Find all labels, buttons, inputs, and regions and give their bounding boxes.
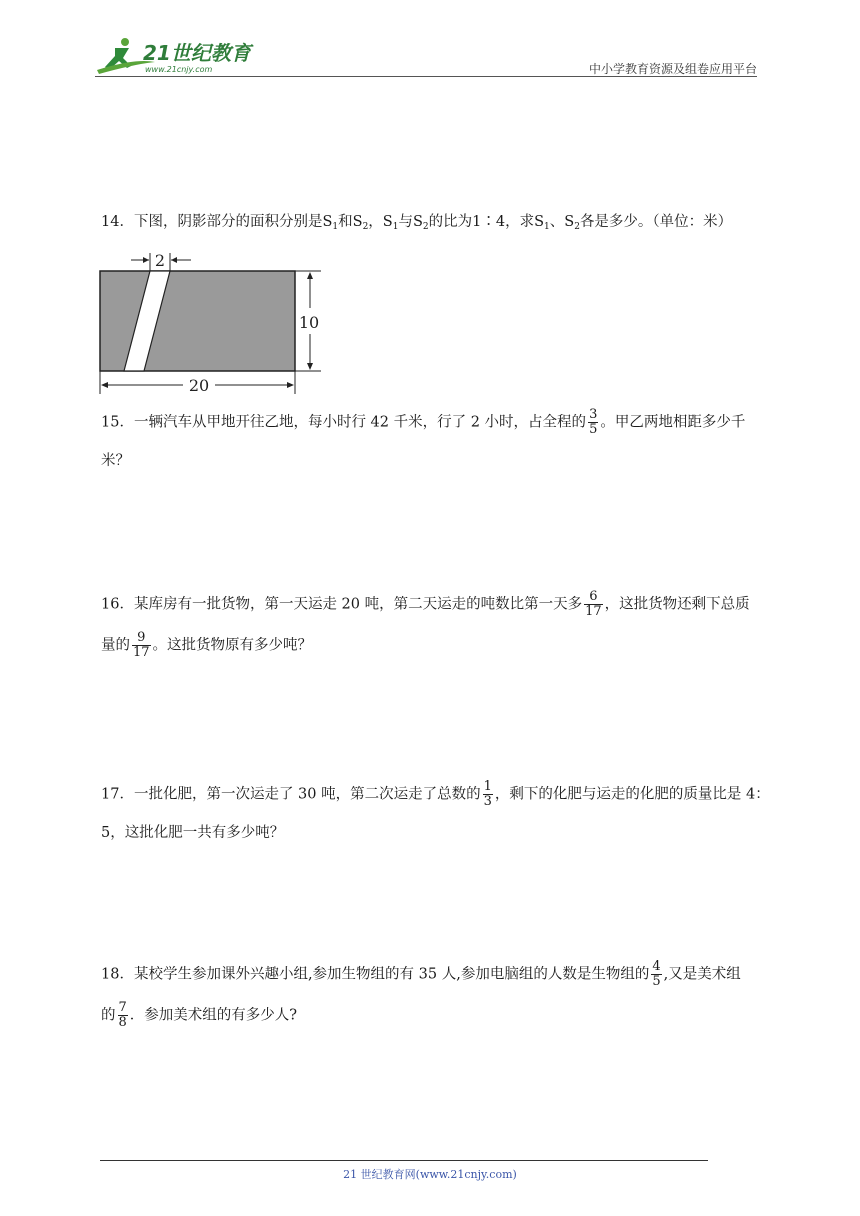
question-16 — [101, 590, 761, 660]
question-17-line-1: 17．一批化肥，第一次运走了 30 吨，第二次运走了总数的 $\frac{1}{3}$ ，剩下的化肥与运走的化肥的质量比是 4： — [101, 779, 770, 809]
fraction: $\frac{7}{8}$ — [118, 1000, 127, 1030]
question-16-line-2: 量的 $\frac{9}{17}$ 。这批货物原有多少吨？ — [101, 630, 313, 660]
footer-divider — [100, 1160, 708, 1161]
svg-text:21世纪教育: 21世纪教育 — [143, 41, 251, 65]
fraction: $\frac{4}{5}$ — [652, 959, 661, 989]
side-dimension-label: 10 — [298, 313, 320, 332]
fraction: $\frac{6}{17}$ — [585, 589, 602, 619]
fraction: $\frac{3}{5}$ — [589, 407, 598, 437]
question-18 — [101, 960, 761, 1030]
header-platform-text: 中小学教育资源及组卷应用平台 — [588, 62, 757, 76]
question-18-line-2: 的 $\frac{7}{8}$ ．参加美术组的有多少人? — [101, 1000, 298, 1030]
bottom-dimension-label: 20 — [188, 376, 210, 395]
question-14 — [101, 212, 761, 237]
page-header — [95, 34, 757, 78]
top-dimension-label: 2 — [154, 251, 166, 270]
question-16-line-1: 16．某库房有一批货物，第一天运走 20 吨，第二天运走的吨数比第一天多 $\frac{6}{17}$ ，这批货物还剩下总质 — [101, 589, 750, 619]
question-15-line-1: 15．一辆汽车从甲地开往乙地，每小时行 42 千米，行了 2 小时，占全程的 $\frac{3}{5}$ 。甲乙两地相距多少千 — [101, 407, 746, 437]
logo-icon — [95, 34, 265, 78]
fraction: $\frac{9}{17}$ — [133, 630, 150, 660]
footer-text: 21 世纪教育网(www.21cnjy.com) — [343, 1168, 517, 1181]
question-17-line-2: 5，这批化肥一共有多少吨？ — [101, 825, 285, 841]
question-15-line-2: 米？ — [101, 453, 130, 469]
q14-figure — [97, 248, 327, 398]
question-18-line-1: 18．某校学生参加课外兴趣小组,参加生物组的有 35 人,参加电脑组的人数是生物组的 $\frac{4}{5}$ ,又是美术组 — [101, 959, 741, 989]
header-divider — [95, 76, 757, 77]
question-14-text: 14．下图，阴影部分的面积分别是$S_1$和$S_2$，$S_1$与$S_2$的比为1∶4，求$S_1$、$S_2$各是多少。（单位：米） — [101, 214, 733, 232]
svg-text:www.21cnjy.com: www.21cnjy.com — [145, 65, 213, 74]
question-17 — [101, 779, 770, 843]
fraction: $\frac{1}{3}$ — [483, 779, 492, 809]
question-15 — [101, 408, 761, 471]
